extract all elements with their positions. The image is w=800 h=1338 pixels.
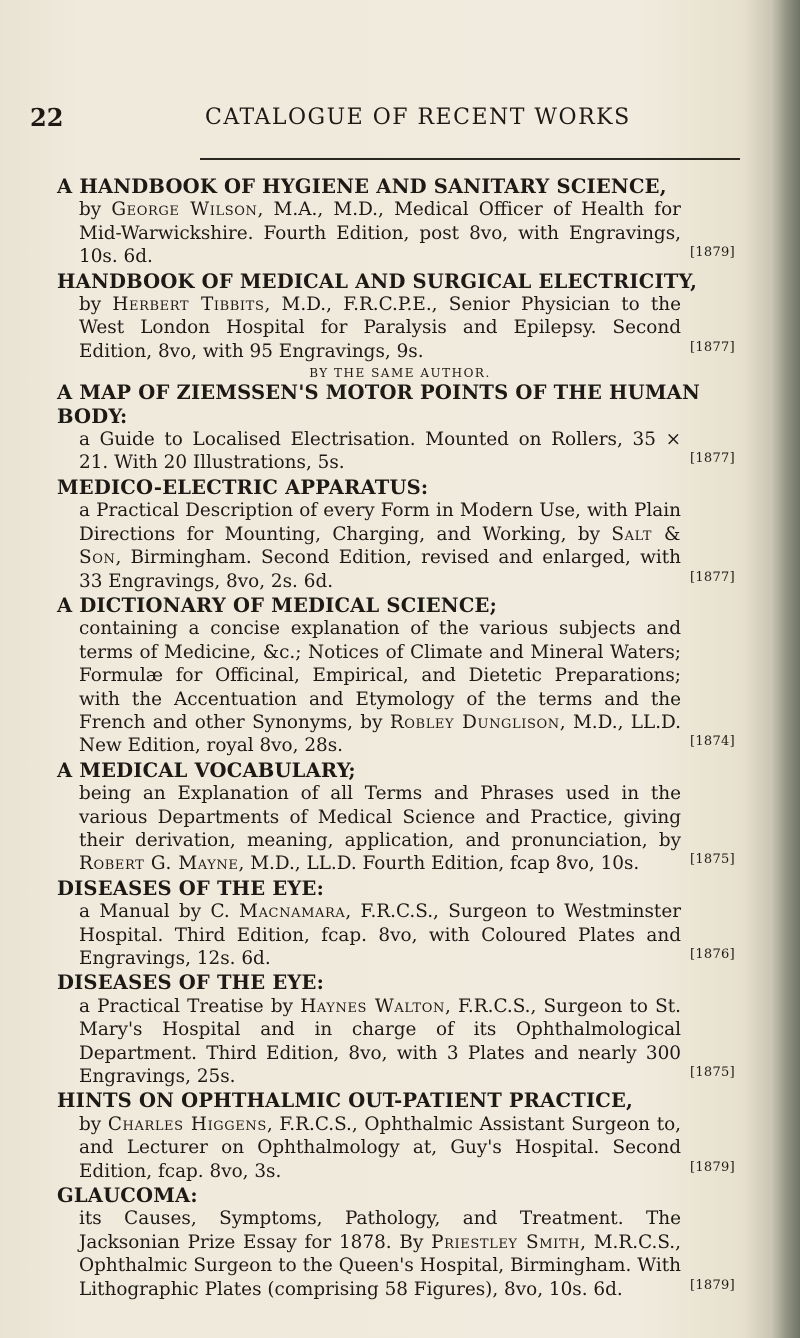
entry-author: Herbert Tibbits [112,294,265,316]
catalogue-entry [57,476,743,593]
entry-year: [1877] [689,451,735,467]
entry-body: by George Wilson, M.A., M.D., Medical Officer of Health for Mid-Warwickshire. Fourth Edition, post 8vo, with Engravings, 10s. 6d. [79,199,681,268]
catalogue-entries [57,175,743,1301]
entry-year: [1877] [689,569,735,585]
catalogue-entry [57,365,743,475]
catalogue-entry [57,1089,743,1183]
entry-author: George Wilson [111,199,258,221]
entry-year: [1877] [689,339,735,355]
entry-title: A HANDBOOK OF HYGIENE AND SANITARY SCIENCE, [57,175,667,198]
same-author-note: BY THE SAME AUTHOR. [309,366,491,381]
entry-author: Robert G. Mayne [79,853,239,875]
page-edge-shadow [770,0,800,1338]
entry-title: HINTS ON OPHTHALMIC OUT-PATIENT PRACTICE, [57,1089,634,1113]
catalogue-entry [57,877,743,971]
entry-title: A MEDICAL VOCABULARY; [57,758,356,782]
entry-body: a Practical Description of every Form in Modern Use, with Plain Directions for Mounting, Charging, and Working, by Salt & Son, Birmingham. Second Edition, revised and enlarged, with 33 Engravings, 8vo, 2s. 6d. [79,500,682,592]
page-number: 22 [30,103,64,132]
entry-year: [1879] [689,1277,735,1293]
entry-body: by Herbert Tibbits, M.D., F.R.C.P.E., Senior Physician to the West London Hospital for Paralysis and Epilepsy. Second Edition, 8vo, with 95 Engravings, 9s. [79,294,682,362]
entry-year: [1875] [689,1065,735,1081]
catalogue-entry [57,971,743,1088]
entry-author: Priestley Smith [431,1231,581,1253]
entry-year: [1874] [689,734,735,750]
entry-author: Robley Dunglison [389,711,560,733]
entry-year: [1879] [689,1159,735,1175]
catalogue-entry [57,270,743,364]
entry-body: a Practical Treatise by Haynes Walton, F.R.C.S., Surgeon to St. Mary's Hospital and in charge of its Ophthalmological Department. Third Edition, 8vo, with 3 Plates and nearly 300 Engravings, 25s. [79,995,682,1088]
header-rule [200,158,740,160]
entry-title: A MAP OF ZIEMSSEN'S MOTOR POINTS OF THE HUMAN BODY: [57,381,700,428]
entry-title: DISEASES OF THE EYE: [57,971,324,995]
entry-author: Haynes Walton [300,995,446,1017]
catalogue-entry [57,759,743,876]
entry-title: MEDICO-ELECTRIC APPARATUS: [57,475,429,499]
entry-title: DISEASES OF THE EYE: [57,876,324,900]
entry-title: A DICTIONARY OF MEDICAL SCIENCE; [57,593,497,617]
catalogue-entry [57,175,743,269]
catalogue-entry [57,1184,743,1301]
entry-body: containing a concise explanation of the various subjects and terms of Medicine, &c.; Notices of Climate and Mineral Waters; Formulæ for Officinal, Empirical, and Dietetic Preparations; with the Accentuation and Etymology of the terms and the French and other Synonyms, by Robley Dunglison, M.D., LL.D. New Edition, royal 8vo, 28s. [79,618,681,757]
entry-body: by Charles Higgens, F.R.C.S., Ophthalmic Assistant Surgeon to, and Lecturer on Ophthalmology at, Guy's Hospital. Second Edition, fcap. 8vo, 3s. [79,1113,682,1182]
entry-body: a Guide to Localised Electrisation. Mounted on Rollers, 35 × 21. With 20 Illustrations, 5s. [79,429,681,474]
entry-year: [1876] [689,947,735,962]
entry-title: GLAUCOMA: [57,1184,198,1208]
entry-body: being an Explanation of all Terms and Phrases used in the various Departments of Medical Science and Practice, giving their derivation, meaning, application, and pronunciation, by Robert G. Mayne, M.D., LL.D. Fourth Edition, fcap 8vo, 10s. [79,783,681,875]
entry-author: Salt & Son [79,523,682,569]
entry-author: Charles Higgens [107,1113,267,1135]
catalogue-entry [57,594,743,758]
entry-year: [1879] [689,245,735,261]
entry-body: its Causes, Symptoms, Pathology, and Treatment. The Jacksonian Prize Essay for 1878. By Priestley Smith, M.R.C.S., Ophthalmic Surgeon to the Queen's Hospital, Birmingham. With Lithographic Plates (comprising 58 Figures), 8vo, 10s. 6d. [79,1208,681,1300]
running-head: CATALOGUE OF RECENT WORKS [205,105,631,130]
page-header [30,103,750,143]
entry-body: a Manual by C. Macnamara, F.R.C.S., Surgeon to Westminster Hospital. Third Edition, fcap. 8vo, with Coloured Plates and Engravings, 12s. 6d. [79,901,681,969]
entry-author: Macnamara [239,901,346,923]
entry-title: HANDBOOK OF MEDICAL AND SURGICAL ELECTRICITY, [57,269,698,293]
entry-year: [1875] [689,852,735,868]
